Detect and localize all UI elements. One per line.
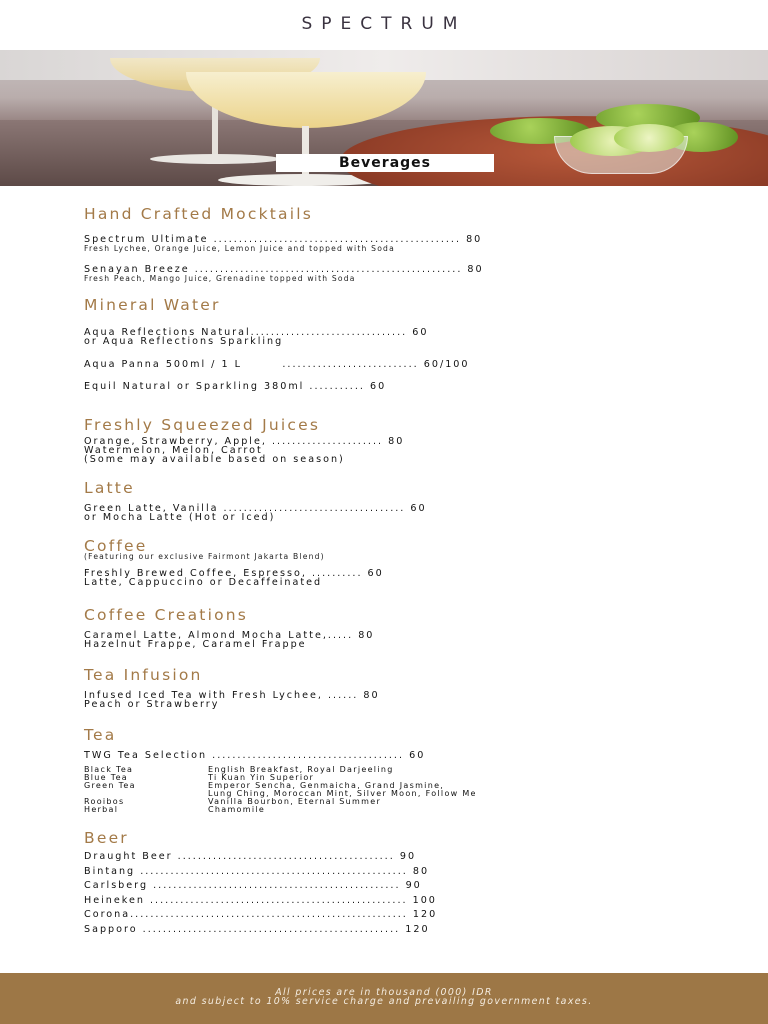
section-title-tea-infusion: Tea Infusion <box>84 666 203 684</box>
tea-varieties: Vanilla Bourbon, Eternal Summer <box>208 797 382 806</box>
menu-item: Watermelon, Melon, Carrot <box>84 445 263 456</box>
tea-varieties: Lung Ching, Moroccan Mint, Silver Moon, Follow Me <box>208 789 477 798</box>
menu-item: Caramel Latte, Almond Mocha Latte,..... 80 <box>84 630 375 641</box>
section-title-juices: Freshly Squeezed Juices <box>84 416 321 434</box>
section-title-coffee: Coffee <box>84 537 148 555</box>
menu-item: or Aqua Reflections Sparkling <box>84 336 284 347</box>
coffee-note: (Featuring our exclusive Fairmont Jakarta Blend) <box>84 552 325 561</box>
section-title-coffee-creations: Coffee Creations <box>84 606 249 624</box>
section-title-water: Mineral Water <box>84 296 221 314</box>
menu-item: Sapporo ................................................... 120 <box>84 923 430 935</box>
menu-item: Heineken ................................................... 100 <box>84 894 437 906</box>
menu-item: Freshly Brewed Coffee, Espresso, .......... 60 <box>84 568 384 579</box>
menu-item: Aqua Panna 500ml / 1 L ........................... 60/100 <box>84 359 470 370</box>
menu-item: Draught Beer ........................................... 90 <box>84 851 417 862</box>
menu-item: Bintang ..................................................... 80 <box>84 865 430 877</box>
footer-line: All prices are in thousand (000) IDR <box>275 987 493 998</box>
tea-kind: Green Tea <box>84 781 136 790</box>
menu-item: Infused Iced Tea with Fresh Lychee, ...... 80 <box>84 690 380 701</box>
tea-kind: Herbal <box>84 805 119 814</box>
menu-item: Aqua Reflections Natural............................... 60 <box>84 327 429 338</box>
brand-logo: SPECTRUM <box>301 14 467 34</box>
tea-kind: Blue Tea <box>84 773 128 782</box>
footer-line: and subject to 10% service charge and prevailing government taxes. <box>175 996 593 1007</box>
menu-item-desc: Fresh Peach, Mango Juice, Grenadine topped with Soda <box>84 274 356 283</box>
menu-item: or Mocha Latte (Hot or Iced) <box>84 512 276 523</box>
tea-varieties: Emperor Sencha, Genmaicha, Grand Jasmine, <box>208 781 445 790</box>
menu-item-desc: Fresh Lychee, Orange Juice, Lemon Juice and topped with Soda <box>84 244 395 253</box>
hero-label: Beverages <box>276 154 494 172</box>
hero-image <box>0 50 768 186</box>
section-title-mocktails: Hand Crafted Mocktails <box>84 205 314 223</box>
tea-kind: Black Tea <box>84 765 134 774</box>
tea-row <box>84 766 704 774</box>
menu-item: Latte, Cappuccino or Decaffeinated <box>84 577 323 588</box>
menu-item: Peach or Strawberry <box>84 699 220 710</box>
menu-item: Carlsberg ................................................. 90 <box>84 880 422 892</box>
section-title-beer: Beer <box>84 829 129 847</box>
menu-item: Orange, Strawberry, Apple, ...................... 80 <box>84 436 405 447</box>
menu-item: Hazelnut Frappe, Caramel Frappe <box>84 639 307 650</box>
menu-content <box>84 204 704 938</box>
section-title-tea: Tea <box>84 726 117 744</box>
tea-row <box>84 790 704 798</box>
tea-varieties: Ti Kuan Yin Superior <box>208 773 315 782</box>
tea-varieties: English Breakfast, Royal Darjeeling <box>208 765 394 774</box>
tea-kind: Rooibos <box>84 797 125 806</box>
tea-row <box>84 798 704 806</box>
menu-item: (Some may available based on season) <box>84 454 345 465</box>
lime-slice-icon <box>614 124 684 152</box>
menu-item: Corona....................................................... 120 <box>84 909 438 921</box>
menu-item: Senayan Breeze ..................................................... 80 <box>84 264 484 275</box>
menu-item: Green Latte, Vanilla .................................... 60 <box>84 503 427 514</box>
price-footer <box>0 973 768 1024</box>
tea-varieties: Chamomile <box>208 805 266 814</box>
section-title-latte: Latte <box>84 479 135 497</box>
glass-base <box>150 154 280 164</box>
menu-item: Spectrum Ultimate ................................................. 80 <box>84 234 483 245</box>
menu-item: Equil Natural or Sparkling 380ml ........... 60 <box>84 381 387 392</box>
tea-row <box>84 806 704 814</box>
menu-item: TWG Tea Selection ...................................... 60 <box>84 750 426 761</box>
